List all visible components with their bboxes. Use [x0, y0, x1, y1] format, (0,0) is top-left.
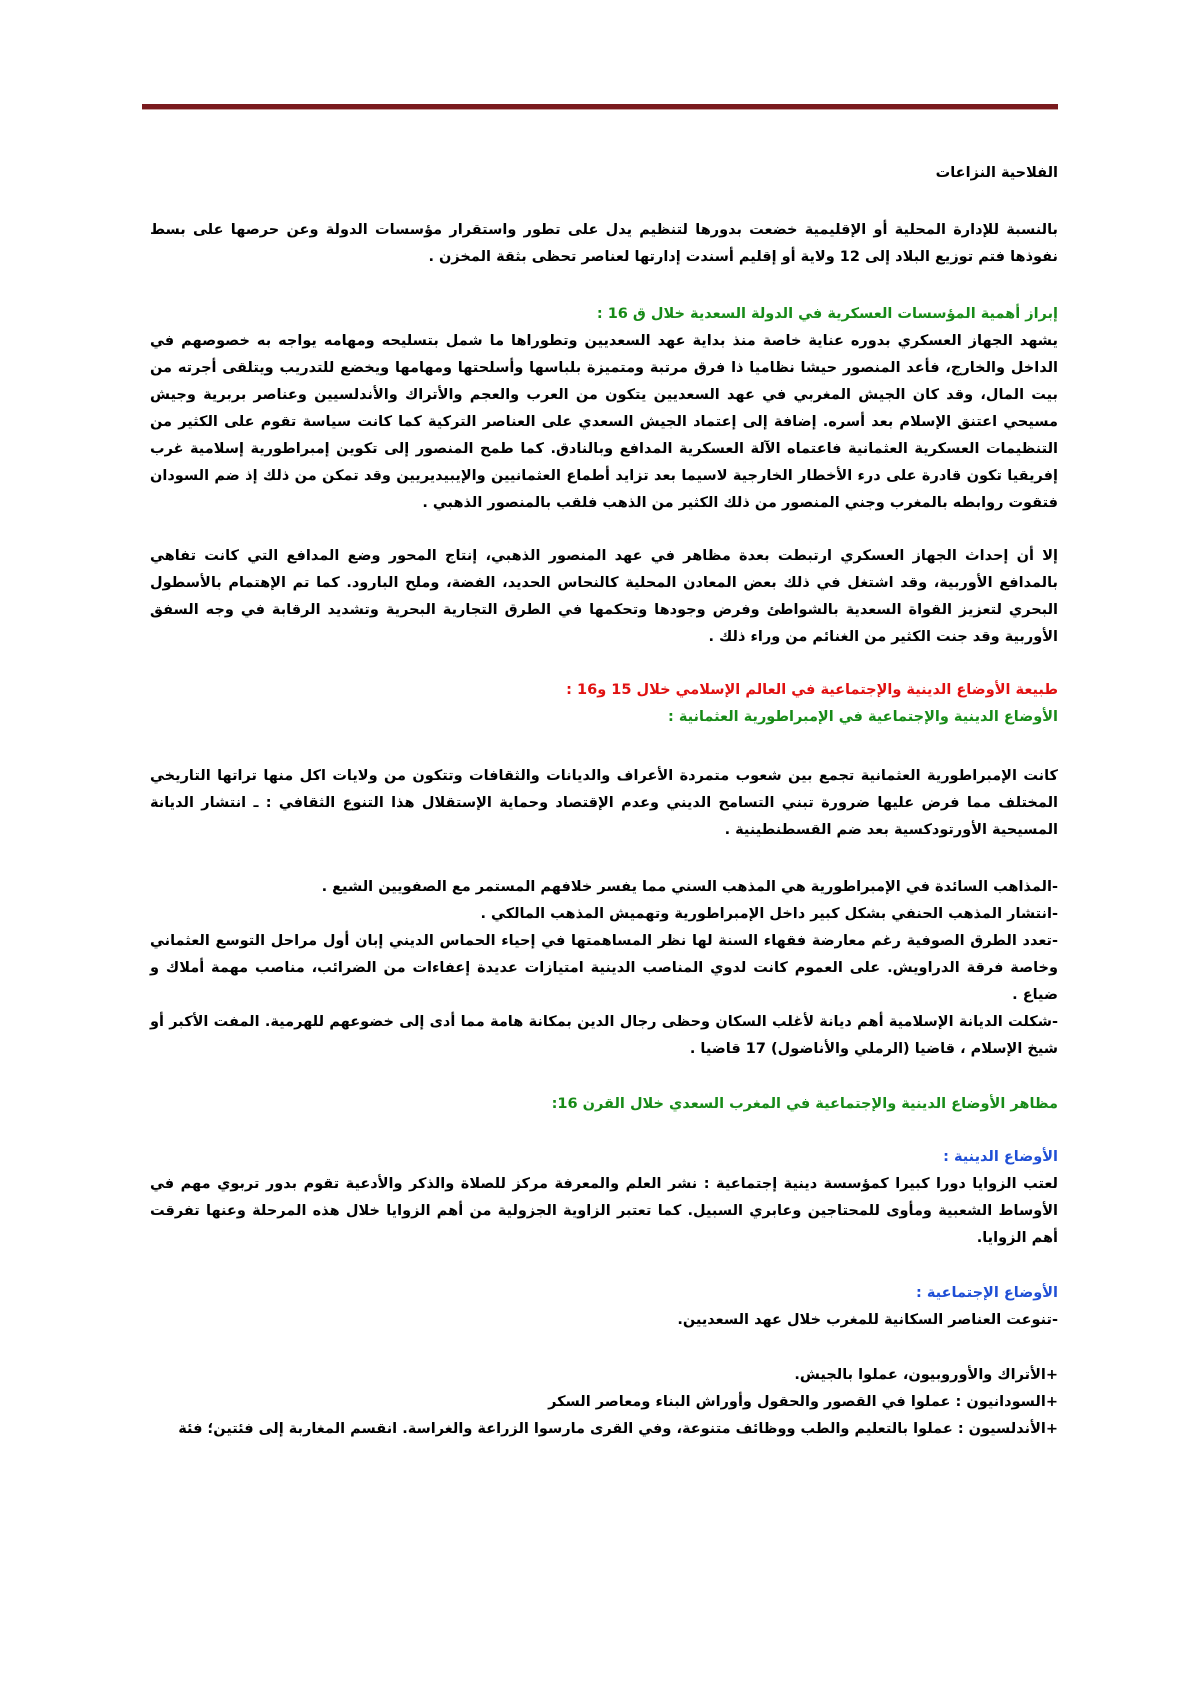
header-rule	[142, 104, 1058, 110]
paragraph-military-apparatus: يشهد الجهاز العسكري بدوره عناية خاصة منذ بداية عهد السعديين وتطوراها ما شمل بتسليحه ومهامه يواجه به خصوصهم في الداخل والخارج، فأعد المنصور حيشا نظاميا ذا فرق مرتبة ومتميزة بلباسها وأسلحتها ومهامها ويخضع للتدريب ويتلقى أجرته من بيت المال، وقد كان الجيش المغربي في عهد السعديين يتكون من العرب والعجم والأتراك والأندلسيين وعناصر بربرية وجيش مسيحي اعتنق الإسلام بعد أسره. إضافة إلى إعتماد الجيش السعدي على العناصر التركية كما كانت سياسة تقوم على الكثير من التنظيمات العسكرية العثمانية فاعتماه الآلة العسكرية المدافع وبالنادق. كما طمح المنصور إلى تكوين إمبراطورية إسلامية غرب إفريقيا تكون قادرة على درء الأخطار الخارجية لاسيما بعد تزايد أطماع العثمانيين والإيبيديريين وقد تمكن من ذلك إذ ضم السودان فتقوت روابطه بالمغرب وجني المنصور من ذلك الكثير من الذهب فلقب بالمنصور الذهبي .	[150, 333, 1058, 511]
paragraph-zawiyas: لعتب الزوايا دورا كبيرا كمؤسسة دينية إجتماعية : نشر العلم والمعرفة مركز للصلاة والذكر والأدعية تقوم بدور تربوي مهم في الأوساط الشعبية ومأوى للمحتاجين وعابري السبيل. كما تعتبر الزاوية الجزولية من أهم الزوايا خلال هذه المرحلة وعنها تفرقت أهم الزوايا.	[150, 1176, 1058, 1246]
list-item: +الأندلسيون : عملوا بالتعليم والطب ووظائف متنوعة، وفي القرى مارسوا الزراعة والغراسة. انقسم المغاربة إلى فئتين؛ فئة	[178, 1421, 1058, 1437]
heading-military-institutions: إبراز أهمية المؤسسات العسكرية في الدولة السعدية خلال ق 16 :	[596, 306, 1058, 322]
list-item: -انتشار المذهب الحنفي بشكل كبير داخل الإمبراطورية وتهميش المذهب المالكي .	[480, 906, 1058, 922]
document-body	[150, 160, 1058, 1443]
heading-religious-conditions: الأوضاع الدينية :	[943, 1149, 1058, 1165]
heading-ottoman-conditions: الأوضاع الدينية والإجتماعية في الإمبراطورية العثمانية :	[667, 709, 1058, 725]
paragraph-military-developments: إلا أن إحداث الجهاز العسكري ارتبطت بعدة مظاهر في عهد المنصور الذهبي، إنتاج المحور وضع المدافع التي كانت تفاهي بالمدافع الأوربية، وقد اشتغل في ذلك بعض المعادن المحلية كالنحاس الحديد، الفضة، وملح البارود. كما تم الإهتمام بالأسطول البحري لتعزيز القواة السعدية بالشواطئ وفرض وجودها وتحكمها في الطرق التجارية البحرية وتشديد الرقابة في وجه السفق الأوربية وقد جنت الكثير من الغنائم من وراء ذلك .	[150, 548, 1058, 645]
paragraph-population-elements: -تنوعت العناصر السكانية للمغرب خلال عهد السعديين.	[677, 1312, 1058, 1328]
heading-agrarian-conflicts: الفلاحية النزاعات	[935, 165, 1058, 181]
heading-social-conditions: الأوضاع الإجتماعية :	[916, 1285, 1058, 1301]
list-item: +السودانيون : عملوا في القصور والحقول وأوراش البناء ومعاصر السكر	[548, 1394, 1058, 1410]
list-item: -المذاهب السائدة في الإمبراطورية هي المذهب السني مما يفسر خلافهم المستمر مع الصفويين الشيع .	[321, 879, 1058, 895]
list-item: -شكلت الديانة الإسلامية أهم ديانة لأغلب السكان وحظى رجال الدين بمكانة هامة مما أدى إلى خضوعهم للهرمية. المفت الأكبر أو شيخ الإسلام ، قاضيا (الرملي والأناضول) 17 قاضيا .	[150, 1014, 1058, 1057]
heading-saadi-morocco: مظاهر الأوضاع الدينية والإجتماعية في المغرب السعدي خلال القرن 16:	[551, 1096, 1058, 1112]
paragraph-local-administration: بالنسبة للإدارة المحلية أو الإقليمية خضعت بدورها لتنظيم يدل على تطور واستقرار مؤسسات الدولة وعن حرصها على بسط نفوذها فتم توزيع البلاد إلى 12 ولاية أو إقليم أسندت إدارتها لعناصر تحظى بثقة المخزن .	[150, 222, 1058, 265]
heading-religious-social-islamic-world: طبيعة الأوضاع الدينية والإجتماعية في العالم الإسلامي خلال 15 و16 :	[566, 682, 1058, 698]
paragraph-ottoman-empire: كانت الإمبراطورية العثمانية تجمع بين شعوب متمردة الأعراف والديانات والثقافات وتتكون من ولايات اكل منها تراتها التاريخي المختلف مما فرض عليها ضرورة تبني التسامح الديني وعدم الإقتصاد وحماية الإستقلال هذا التنوع الثقافي : ـ انتشار الديانة المسيحية الأورتودكسية بعد ضم القسطنطينية .	[150, 768, 1058, 838]
list-item: +الأتراك والأوروبيون، عملوا بالجيش.	[794, 1367, 1058, 1383]
list-item: -تعدد الطرق الصوفية رغم معارضة فقهاء السنة لها نظر المساهمتها في إحياء الحماس الديني إبان أول مراحل التوسع العثماني وخاصة فرقة الدراويش. على العموم كانت لدوي المناصب الدينية امتيازات عديدة إعفاءات من الضرائب، مناصب مهمة أملاك و ضياع .	[150, 933, 1058, 1003]
